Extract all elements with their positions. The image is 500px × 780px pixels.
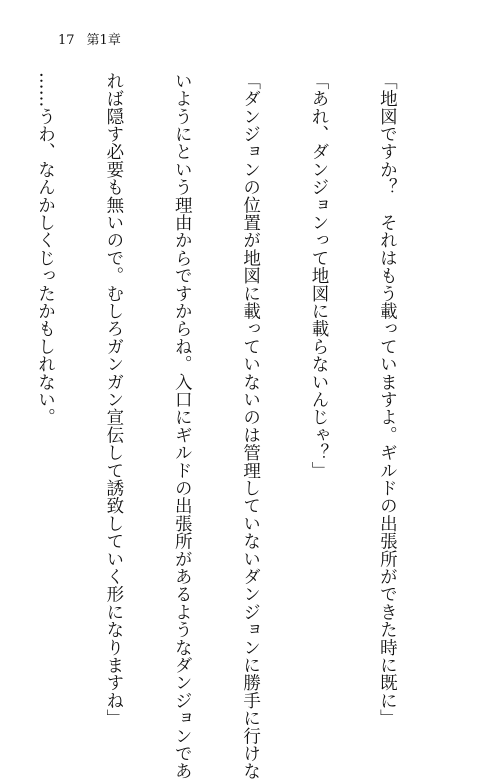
text-line: れば隠す必要も無いので。むしろガンガン宣伝して誘致していく形になりますね」: [103, 72, 124, 727]
page-number: 17: [58, 33, 75, 48]
text-line: ……うわ、なんかしくじったかもしれない。: [35, 72, 56, 426]
text-line: 「ダンジョンの位置が地図に載っていないのは管理していないダンジョンに勝手に行けな: [240, 72, 261, 780]
text-line: 「あれ、ダンジョンって地図に載らないんじゃ？」: [309, 72, 330, 480]
page-header: [58, 34, 121, 47]
chapter-title: 第1章: [86, 33, 121, 48]
text-line: 「地図ですか？ それはもう載っていますよ。ギルドの出張所ができた時に既に」: [377, 72, 398, 727]
vertical-text-body: [0, 72, 444, 780]
text-line: いようにという理由からですからね。入口にギルドの出張所があるようなダンジョンであ: [172, 72, 193, 780]
